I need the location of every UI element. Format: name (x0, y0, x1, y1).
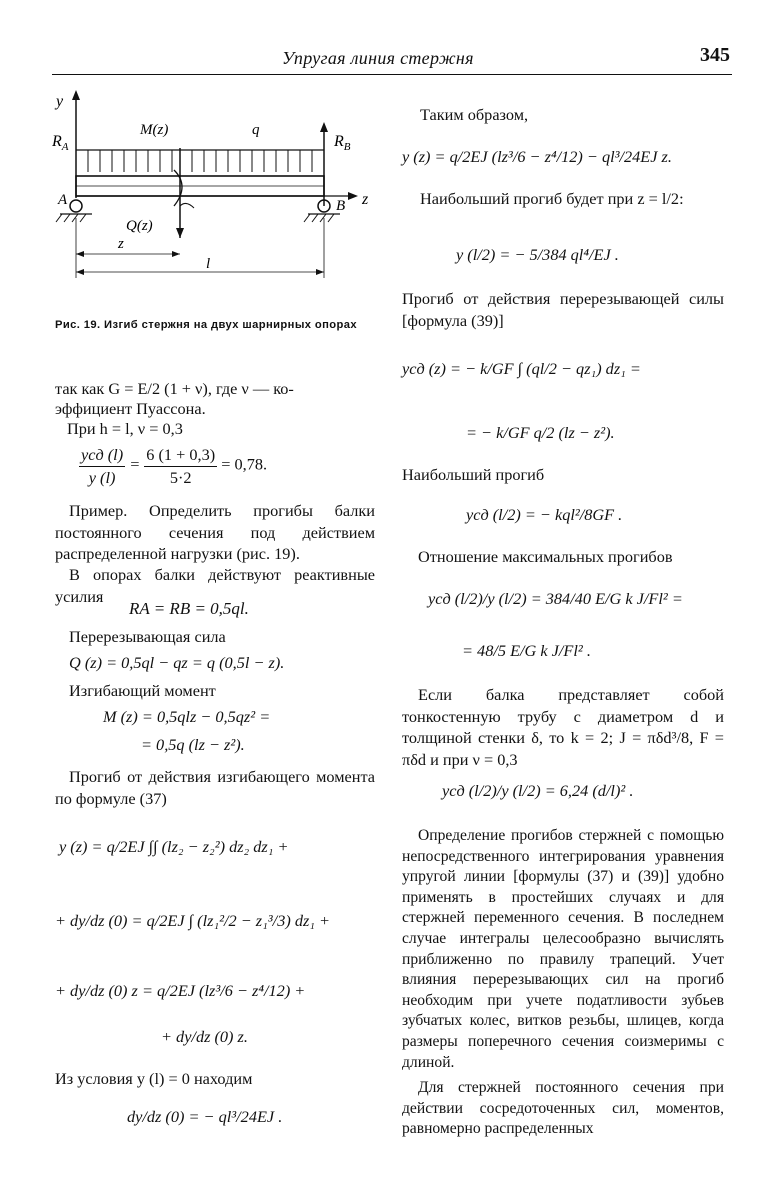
max-deflection-equation: y (l/2) = − 5/384 ql⁴/EJ . (456, 245, 619, 264)
text-line: так как G = E/2 (1 + ν), где ν — ко- (55, 379, 294, 398)
text-line: При h = l, ν = 0,3 (67, 419, 183, 438)
ysd-equation-1: yсд (z) = − k/GF ∫ (ql/2 − qz₁) dz₁ = (402, 359, 641, 378)
condition-text: Из условия y (l) = 0 находим (55, 1069, 253, 1088)
y-axis-label: y (56, 93, 64, 110)
max2-text: Наибольший прогиб (402, 465, 545, 484)
y-equation: y (z) = q/2EJ (lz³/6 − z⁴/12) − ql³/24EJ z. (402, 147, 672, 166)
shear-equation: Q (z) = 0,5ql − qz = q (0,5l − z). (69, 653, 285, 672)
rb-label: $R_B$ (334, 133, 351, 153)
max2-equation: yсд (l/2) = − kql²/8GF . (466, 505, 623, 524)
moment-equation-1: M (z) = 0,5qlz − 0,5qz² = (103, 707, 271, 726)
integral-equation-3: + dy/dz (0) z = q/2EJ (lz³/6 − z⁴/12) + (55, 981, 306, 1000)
moment-heading: Изгибающий момент (69, 681, 216, 700)
shear-heading: Перерезывающая сила (69, 627, 226, 646)
point-b-label: B (336, 198, 346, 214)
text-line: эффициент Пуассона. (55, 399, 206, 418)
paragraph-2: Для стержней постоянного сечения при действии сосредоточенных сил, моментов, равномерно распределенных (402, 1079, 724, 1138)
z-axis-label: z (362, 191, 369, 208)
integral-equation-2: + dy/dz (0) = q/2EJ ∫ (lz₁²/2 − z₁³/3) dz₁ + (55, 911, 331, 930)
ratio-text: Отношение максимальных прогибов (418, 547, 673, 566)
ratio-equation: $\frac{\text{yсд (l)}}{y (l)}$ = $\frac{6 (1 + 0,3)}{5\cdot 2}$ = 0,78. (81, 445, 268, 487)
paragraph-1: Определение прогибов стержней с помощью непосредственного интегрирования уравнения упругой линии [формулы (37) и (39)] удобно применять в простейших случаях и для стержней переменного сечения. В последнем случае интегралы целесообразно вычислять приближенно по правилу трапеций. Учет влияния перерезывающих сил на прогиб необходим при учете податливости зубьев зубчатых колес, витков резьбы, шлицев, когда размеры поперечного сечения соизмеримы с длиной. (402, 827, 724, 1071)
shear-deflection-text: Прогиб от действия перерезывающей силы [формула (39)] (402, 289, 724, 330)
point-a-label: A (58, 192, 68, 208)
ysd-equation-2: = − k/GF q/2 (lz − z²). (466, 423, 615, 442)
deflection-paragraph: Прогиб от действия изгибающего момента по формуле (37) (55, 767, 375, 808)
left-column (55, 0, 381, 1200)
ra-label: $R_A$ (52, 133, 69, 153)
tube-equation: yсд (l/2)/y (l/2) = 6,24 (d/l)² . (442, 781, 634, 800)
condition-equation: dy/dz (0) = − ql³/24EJ . (127, 1107, 283, 1126)
moment-label: M(z) (140, 122, 169, 138)
reactions-paragraph: В опорах балки действуют реактивные усилия (55, 565, 375, 606)
max-deflection-text: Наибольший прогиб будет при z = l/2: (420, 189, 684, 208)
thus-text: Таким образом, (420, 105, 529, 124)
moment-equation-2: = 0,5q (lz − z²). (141, 735, 245, 754)
page-number: 345 (700, 44, 730, 66)
figure-caption: Рис. 19. Изгиб стержня на двух шарнирных опорах (55, 319, 357, 331)
right-column (402, 0, 727, 1200)
dim-l-label: l (206, 256, 211, 272)
ratio-equation-2: = 48/5 E/G k J/Fl² . (462, 641, 591, 660)
load-label: q (252, 122, 260, 138)
example-paragraph: Пример. Определить прогибы балки постоянного сечения под действием распределенной нагрузки (рис. 19). (55, 501, 375, 563)
running-title: Упругая линия стержня (282, 48, 474, 68)
integral-equation-1: y (z) = q/2EJ ∫∫ (lz₂ − z₂²) dz₂ dz₁ + (59, 837, 289, 856)
shear-label: Q(z) (126, 218, 153, 234)
integral-equation-4: + dy/dz (0) z. (161, 1027, 248, 1046)
ratio-equation-1: yсд (l/2)/y (l/2) = 384/40 E/G k J/Fl² = (428, 589, 683, 608)
reactions-equation: RA = RB = 0,5ql. (129, 599, 249, 618)
tube-paragraph: Если балка представляет собой тонкостенную трубу с диаметром d и толщиной стенки δ, то k = 2; J = πδd³/8, F = πδd и при ν = 0,3 (402, 685, 724, 769)
dim-z-label: z (118, 236, 124, 252)
